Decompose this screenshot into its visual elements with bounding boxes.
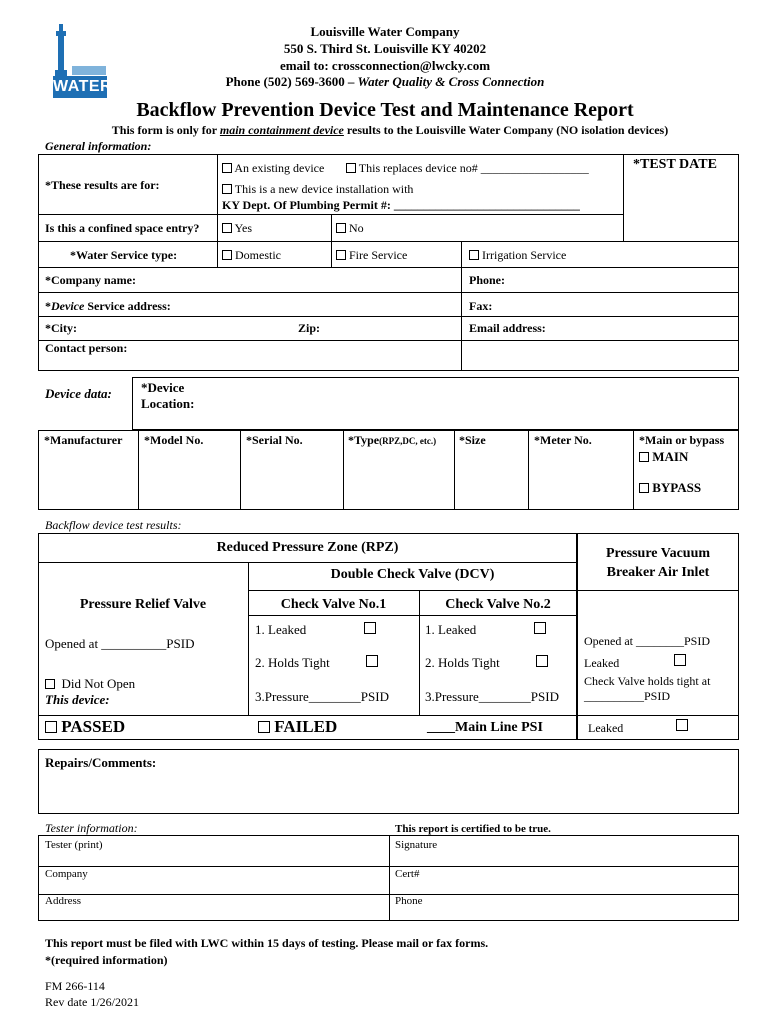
phone-label: Phone: <box>469 273 505 287</box>
irrigation-option[interactable]: Irrigation Service <box>469 248 566 263</box>
signature-field[interactable]: Signature <box>395 839 438 851</box>
pvb-leaked-label: Leaked <box>584 656 620 670</box>
header-phone: Phone (502) 569-3600 – Water Quality & Cross Connection <box>225 74 545 89</box>
irrigation-checkbox[interactable] <box>469 250 479 260</box>
passed-checkbox[interactable] <box>45 721 57 733</box>
cv2-pressure-field[interactable]: 3.Pressure________PSID <box>425 689 559 704</box>
main-line-psi-field[interactable]: ____Main Line PSI <box>427 720 543 735</box>
tester-heading: Tester information: <box>45 821 138 835</box>
repairs-label: Repairs/Comments: <box>45 755 157 770</box>
cv2-header: Check Valve No.2 <box>445 597 551 612</box>
col-manufacturer: *Manufacturer <box>44 433 123 447</box>
pvb-opened-field[interactable]: Opened at ________PSID <box>584 634 710 648</box>
permit-field[interactable]: KY Dept. Of Plumbing Permit #: _______________________________ <box>222 198 580 212</box>
tester-name-field[interactable]: Tester (print) <box>45 839 103 851</box>
existing-device-option[interactable]: An existing device <box>222 161 324 176</box>
col-model: *Model No. <box>144 433 204 447</box>
header-email: email to: crossconnection@lwcky.com <box>279 58 491 73</box>
relief-valve-label: Pressure Relief Valve <box>79 597 207 612</box>
contact-label: Contact person: <box>45 341 128 355</box>
service-type-label: *Water Service type: <box>70 248 178 262</box>
cv1-holds-label: 2. Holds Tight <box>255 655 330 670</box>
filing-note: This report must be filed with LWC within 15 days of testing. Please mail or fax forms. <box>45 936 489 950</box>
tester-phone-field[interactable]: Phone <box>395 895 423 907</box>
form-number: FM 266-114 <box>45 979 105 993</box>
test-heading: Backflow device test results: <box>45 518 182 532</box>
cv2-holds-checkbox[interactable] <box>536 655 548 667</box>
fire-option[interactable]: Fire Service <box>336 248 407 263</box>
logo-wordmark: WATER <box>53 78 113 95</box>
confined-yes[interactable]: Yes <box>222 221 252 236</box>
failed-option[interactable]: FAILED <box>258 717 337 737</box>
required-note: *(required information) <box>45 953 168 967</box>
cv1-leaked-label: 1. Leaked <box>255 622 307 637</box>
col-type: *Type(RPZ,DC, etc.) <box>348 433 437 447</box>
service-address-label: *Device Service address: <box>45 299 171 313</box>
results-for-label: *These results are for: <box>45 178 160 192</box>
this-device-label: This device: <box>45 692 110 707</box>
col-serial: *Serial No. <box>246 433 303 447</box>
city-label: *City: <box>45 321 77 335</box>
device-location-box[interactable] <box>132 377 739 430</box>
no-checkbox[interactable] <box>336 223 346 233</box>
yes-checkbox[interactable] <box>222 223 232 233</box>
replaces-checkbox[interactable] <box>346 163 356 173</box>
pvb-leaked-checkbox[interactable] <box>674 654 686 666</box>
tester-address-field[interactable]: Address <box>45 895 82 907</box>
cv1-holds-checkbox[interactable] <box>366 655 378 667</box>
last-leaked-label: Leaked <box>588 721 624 735</box>
page-title: Backflow Prevention Device Test and Maintenance Report <box>136 99 634 121</box>
fire-checkbox[interactable] <box>336 250 346 260</box>
fax-label: Fax: <box>469 299 493 313</box>
email-label: Email address: <box>469 321 546 335</box>
header-company: Louisville Water Company <box>310 24 460 39</box>
last-leaked-checkbox[interactable] <box>676 719 688 731</box>
device-location-label: *Device Location: <box>141 380 195 411</box>
confined-no[interactable]: No <box>336 221 364 236</box>
certified-note: This report is certified to be true. <box>395 823 551 835</box>
did-not-open-option[interactable]: Did Not Open <box>45 676 135 692</box>
header-address: 550 S. Third St. Louisville KY 40202 <box>283 41 487 56</box>
failed-checkbox[interactable] <box>258 721 270 733</box>
domestic-checkbox[interactable] <box>222 250 232 260</box>
company-name-label: *Company name: <box>45 273 137 287</box>
existing-checkbox[interactable] <box>222 163 232 173</box>
did-not-open-checkbox[interactable] <box>45 679 55 689</box>
confined-label: Is this a confined space entry? <box>45 221 200 235</box>
device-heading: Device data: <box>45 386 112 401</box>
dcv-header: Double Check Valve (DCV) <box>330 567 495 582</box>
pvb-header: Pressure Vacuum Breaker Air Inlet <box>605 546 711 580</box>
cv1-pressure-field[interactable]: 3.Pressure________PSID <box>255 689 389 704</box>
new-install-option[interactable]: This is a new device installation with <box>222 182 413 197</box>
cv2-holds-label: 2. Holds Tight <box>425 655 500 670</box>
page-subtitle: This form is only for main containment device results to the Louisville Water Company (NO isolation devices) <box>111 123 669 137</box>
test-date-label: *TEST DATE <box>633 157 717 172</box>
revision-date: Rev date 1/26/2021 <box>45 995 139 1009</box>
col-main-bypass: *Main or bypass <box>639 433 725 447</box>
bypass-option[interactable]: BYPASS <box>639 480 701 496</box>
zip-label: Zip: <box>298 321 321 335</box>
pvb-check-label: Check Valve holds tight at <box>584 674 711 688</box>
cv1-header: Check Valve No.1 <box>280 597 387 612</box>
main-option[interactable]: MAIN <box>639 449 688 465</box>
passed-option[interactable]: PASSED <box>45 717 125 737</box>
cv2-leaked-label: 1. Leaked <box>425 622 477 637</box>
relief-opened-field[interactable]: Opened at __________PSID <box>45 636 195 651</box>
new-install-checkbox[interactable] <box>222 184 232 194</box>
col-size: *Size <box>459 433 486 447</box>
tester-company-field[interactable]: Company <box>45 868 88 880</box>
bypass-checkbox[interactable] <box>639 483 649 493</box>
cert-field[interactable]: Cert# <box>395 868 420 880</box>
rpz-header: Reduced Pressure Zone (RPZ) <box>216 540 399 555</box>
cv2-leaked-checkbox[interactable] <box>534 622 546 634</box>
pvb-psid-field[interactable]: __________PSID <box>584 689 671 703</box>
cv1-leaked-checkbox[interactable] <box>364 622 376 634</box>
general-heading: General information: <box>45 139 152 153</box>
main-checkbox[interactable] <box>639 452 649 462</box>
domestic-option[interactable]: Domestic <box>222 248 281 263</box>
col-meter: *Meter No. <box>534 433 592 447</box>
replaces-device-option[interactable]: This replaces device no# __________________ <box>346 161 589 176</box>
